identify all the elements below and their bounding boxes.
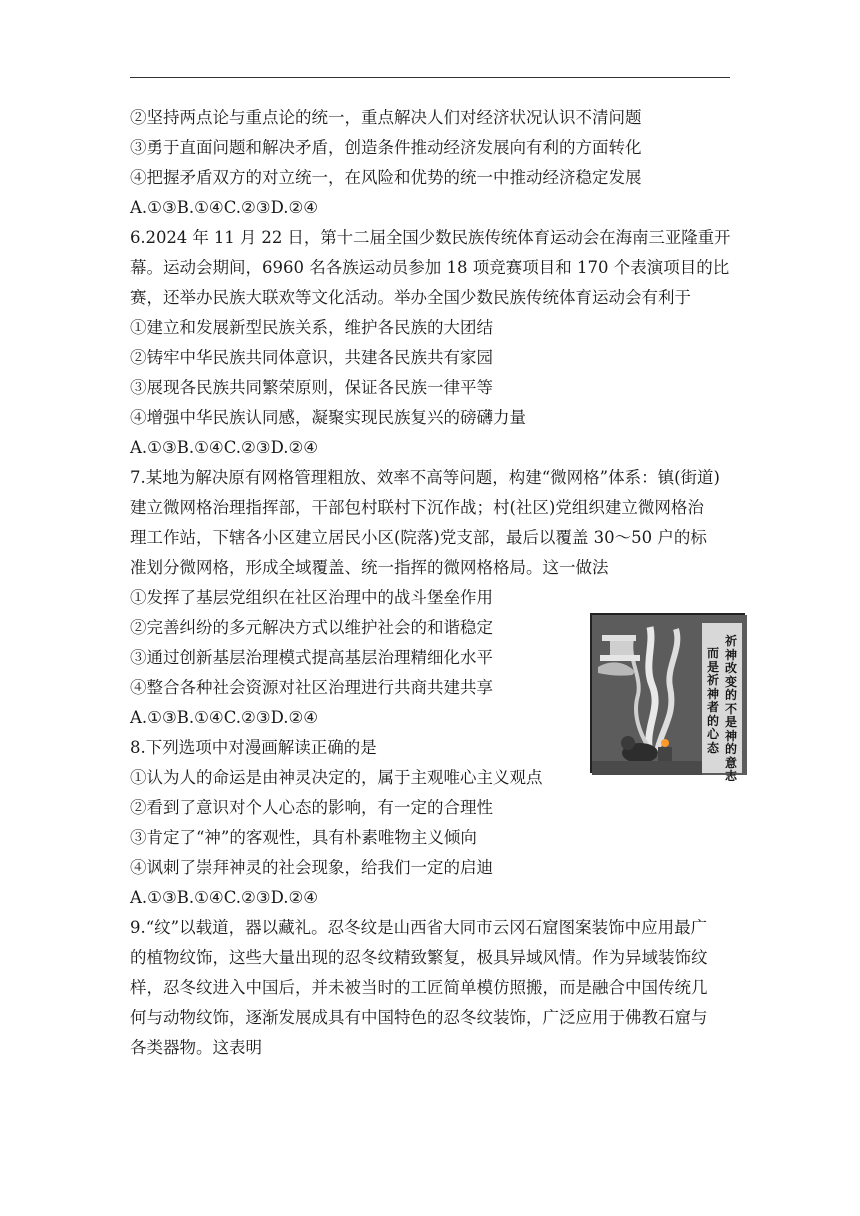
q6-option-3: ③展现各民族共同繁荣原则，保证各民族一律平等 bbox=[130, 378, 493, 397]
q9-stem-line2: 的植物纹饰，这些大量出现的忍冬纹精致繁复，极具异域风情。作为异域装饰纹 bbox=[130, 948, 708, 967]
q7-stem-line1: 7.某地为解决原有网格管理粗放、效率不高等问题，构建“微网格”体系：镇(街道) bbox=[130, 468, 720, 487]
cartoon-illustration bbox=[590, 613, 745, 783]
q7-choices: A.①③B.①④C.②③D.②④ bbox=[130, 708, 319, 727]
q7-stem-line3: 理工作站，下辖各小区建立居民小区(院落)党支部，最后以覆盖 30～50 户的标 bbox=[130, 528, 707, 547]
q6-option-1: ①建立和发展新型民族关系，维护各民族的大团结 bbox=[130, 318, 493, 337]
q8-option-4: ④讽刺了崇拜神灵的社会现象，给我们一定的启迪 bbox=[130, 858, 493, 877]
q8-option-1: ①认为人的命运是由神灵决定的，属于主观唯心主义观点 bbox=[130, 768, 543, 787]
cartoon-drawing bbox=[592, 615, 747, 775]
q8-option-2: ②看到了意识对个人心态的影响，有一定的合理性 bbox=[130, 798, 493, 817]
q9-stem-line1: 9.“纹”以载道，器以藏礼。忍冬纹是山西省大同市云冈石窟图案装饰中应用最广 bbox=[130, 918, 708, 937]
header-rule bbox=[130, 77, 730, 78]
q5-choices: A.①③B.①④C.②③D.②④ bbox=[130, 198, 319, 217]
q6-stem-line3: 赛，还举办民族大联欢等文化活动。举办全国少数民族传统体育运动会有利于 bbox=[130, 288, 691, 307]
cartoon-caption-col2: 而是祈神者的心态 bbox=[707, 646, 720, 755]
q6-stem-line1: 6.2024 年 11 月 22 日，第十二届全国少数民族传统体育运动会在海南三亚隆重开 bbox=[130, 228, 731, 247]
q9-stem-line5: 各类器物。这表明 bbox=[130, 1038, 262, 1057]
q5-option-3: ③勇于直面问题和解决矛盾，创造条件推动经济发展向有利的方面转化 bbox=[130, 138, 642, 157]
q7-stem-line2: 建立微网格治理指挥部，干部包村联村下沉作战；村(社区)党组织建立微网格治 bbox=[130, 498, 704, 517]
q7-option-4: ④整合各种社会资源对社区治理进行共商共建共享 bbox=[130, 678, 493, 697]
q6-option-4: ④增强中华民族认同感，凝聚实现民族复兴的磅礴力量 bbox=[130, 408, 526, 427]
q8-option-3: ③肯定了“神”的客观性，具有朴素唯物主义倾向 bbox=[130, 828, 477, 847]
q8-stem: 8.下列选项中对漫画解读正确的是 bbox=[130, 738, 377, 757]
q6-choices: A.①③B.①④C.②③D.②④ bbox=[130, 438, 319, 457]
q6-option-2: ②铸牢中华民族共同体意识，共建各民族共有家园 bbox=[130, 348, 493, 367]
q8-choices: A.①③B.①④C.②③D.②④ bbox=[130, 888, 319, 907]
q7-option-3: ③通过创新基层治理模式提高基层治理精细化水平 bbox=[130, 648, 493, 667]
cartoon-caption-col1: 祈神改变的不是神的意志 bbox=[725, 634, 738, 783]
q5-option-2: ②坚持两点论与重点论的统一，重点解决人们对经济状况认识不清问题 bbox=[130, 108, 642, 127]
q9-stem-line4: 何与动物纹饰，逐渐发展成具有中国特色的忍冬纹装饰，广泛应用于佛教石窟与 bbox=[130, 1008, 708, 1027]
q5-option-4: ④把握矛盾双方的对立统一，在风险和优势的统一中推动经济稳定发展 bbox=[130, 168, 642, 187]
q7-stem-line4: 准划分微网格，形成全域覆盖、统一指挥的微网格格局。这一做法 bbox=[130, 558, 609, 577]
q9-stem-line3: 样，忍冬纹进入中国后，并未被当时的工匠简单模仿照搬，而是融合中国传统几 bbox=[130, 978, 708, 997]
q6-stem-line2: 幕。运动会期间，6960 名各族运动员参加 18 项竞赛项目和 170 个表演项目的比 bbox=[130, 258, 730, 277]
q7-option-2: ②完善纠纷的多元解决方式以维护社会的和谐稳定 bbox=[130, 618, 493, 637]
q7-option-1: ①发挥了基层党组织在社区治理中的战斗堡垒作用 bbox=[130, 588, 493, 607]
